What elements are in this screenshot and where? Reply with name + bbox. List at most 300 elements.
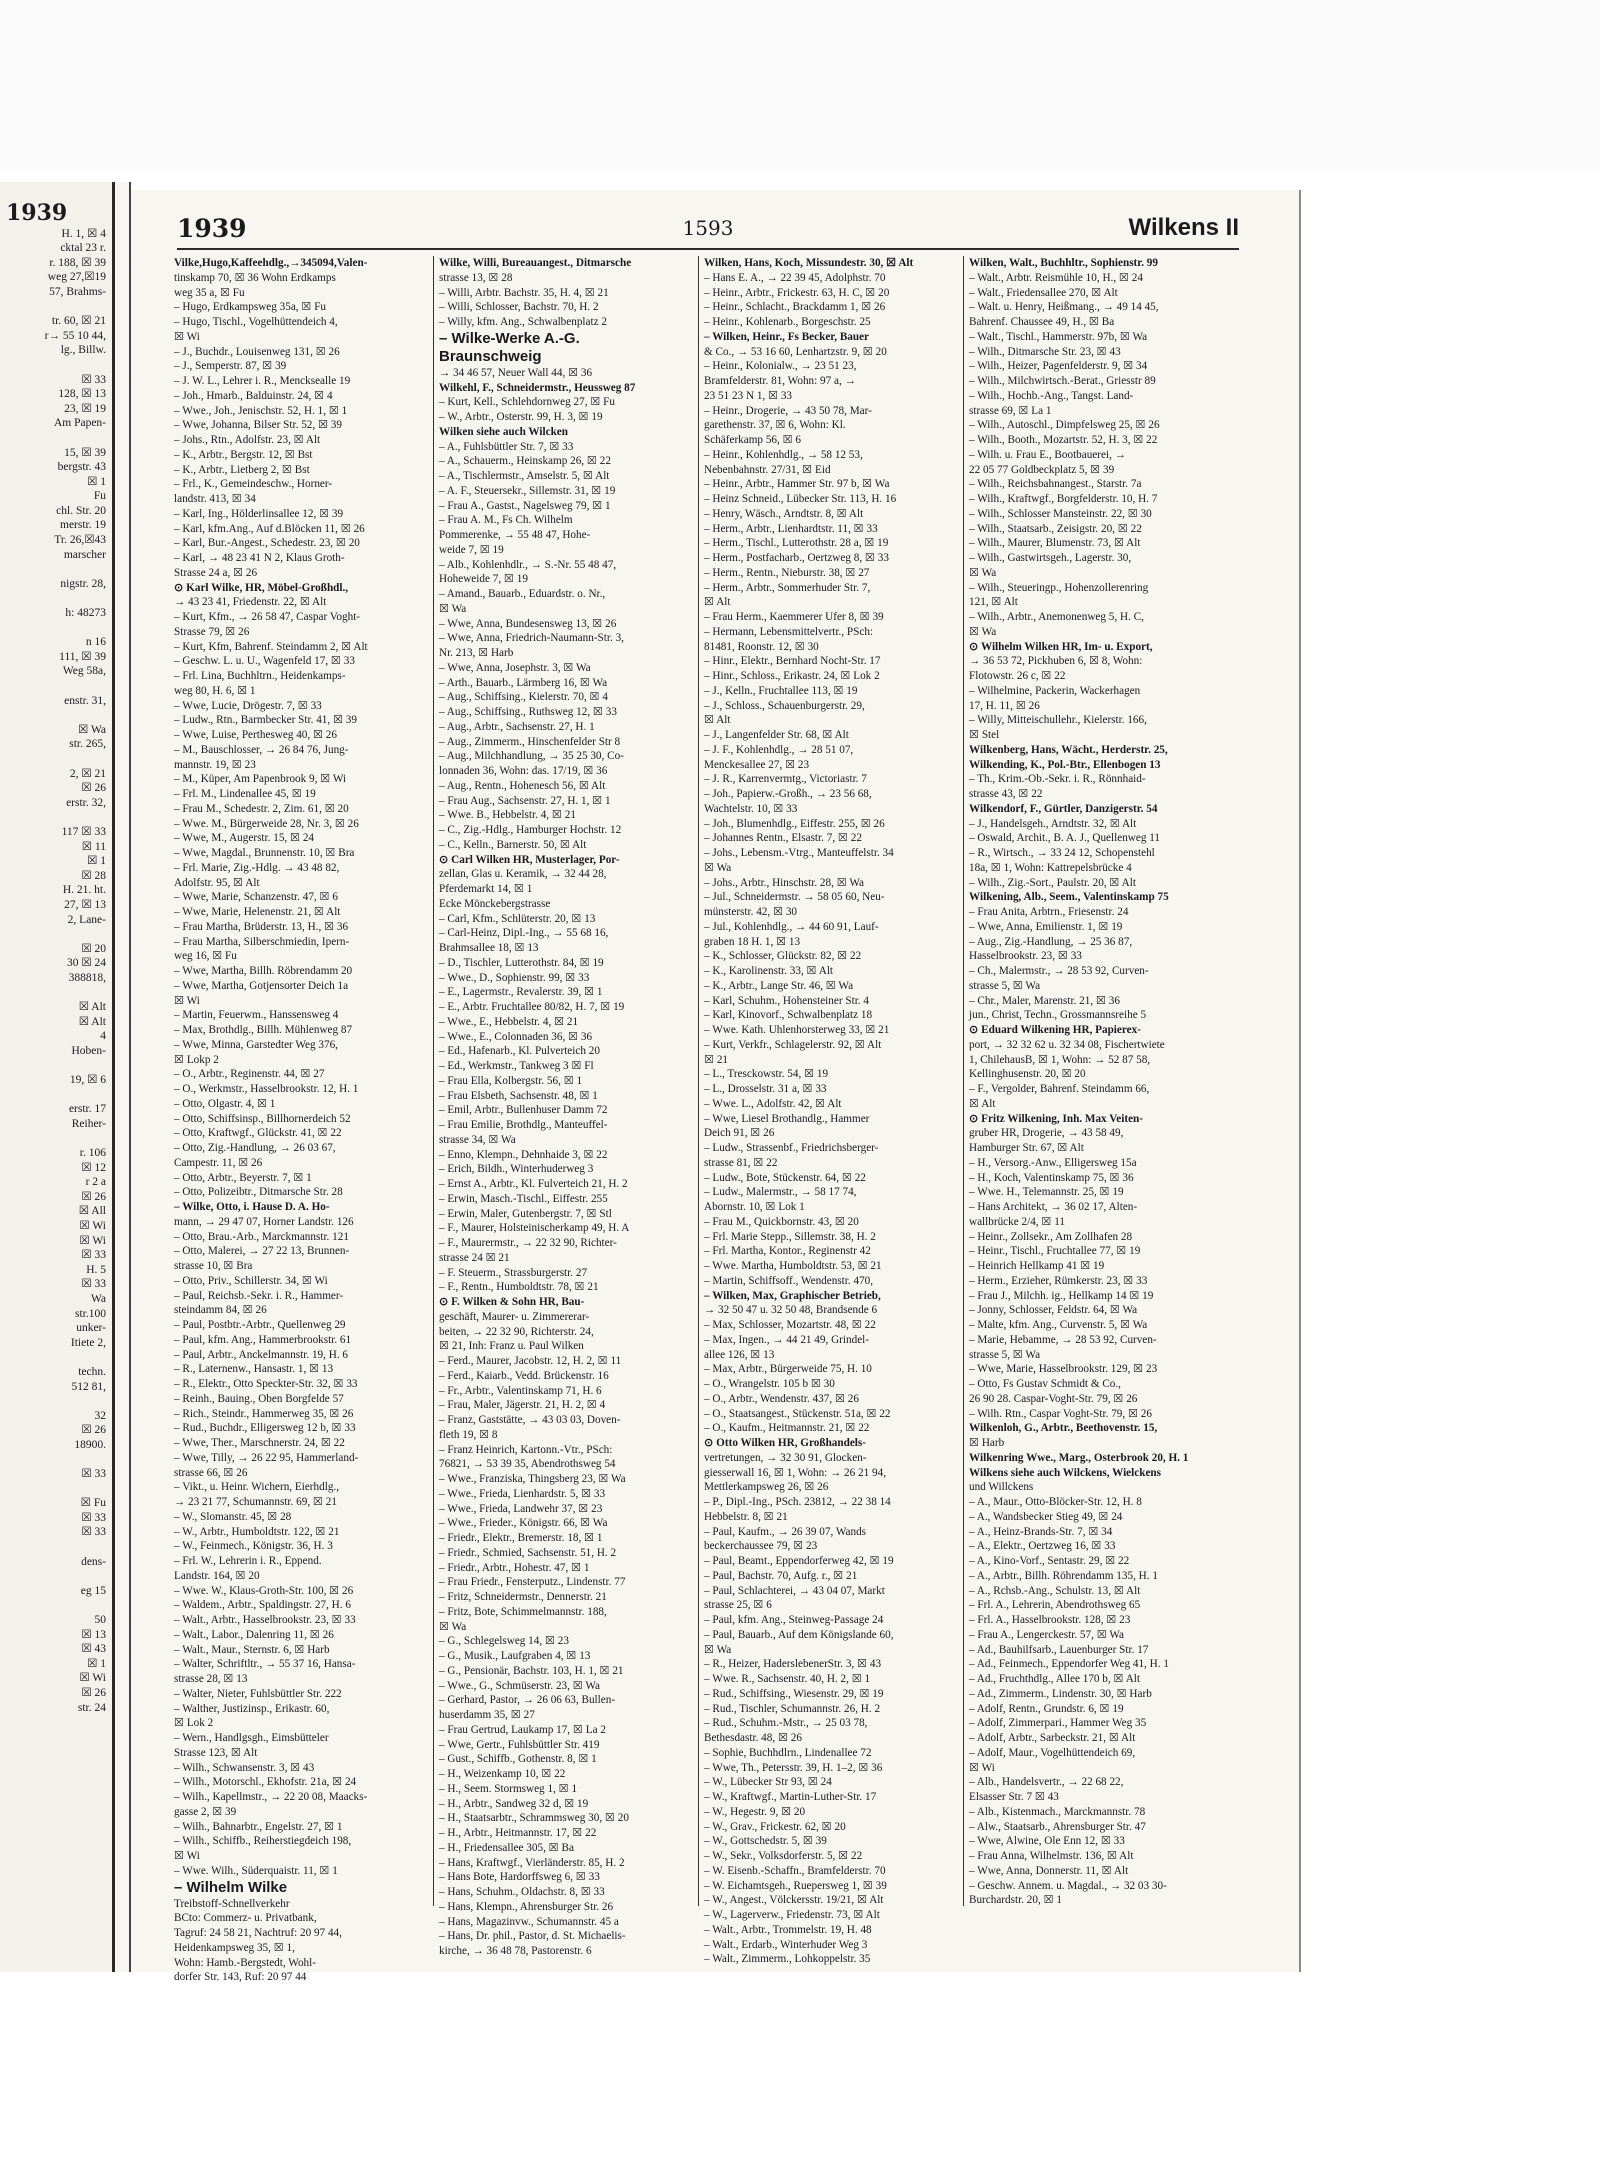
directory-entry-line: – Rud., Buchdr., Elligersweg 12 b, ☒ 33 (174, 1422, 356, 1435)
previous-page-line: bergstr. 43 (57, 461, 106, 474)
directory-entry-line: vertretungen, → 32 30 91, Glocken- (704, 1451, 867, 1464)
directory-entry-line: – Heinrich Hellkamp 41 ☒ 19 (969, 1260, 1105, 1272)
directory-entry-line: → 23 21 77, Schumannstr. 69, ☒ 21 (174, 1496, 337, 1508)
previous-page-line: weg 27,☒19 (47, 271, 106, 284)
directory-entry-line: – Heinr., Zollsekr., Am Zollhafen 28 (969, 1230, 1133, 1243)
directory-entry-line: – Karl, Ing., Hölderlinsallee 12, ☒ 39 (174, 507, 344, 520)
directory-entry-line: 18a, ☒ 1, Wohn: Kattrepelsbrücke 4 (969, 861, 1132, 874)
directory-entry-line: strasse 81, ☒ 22 (704, 1156, 778, 1169)
directory-entry-line: – Jonny, Schlosser, Feldstr. 64, ☒ Wa (969, 1304, 1138, 1317)
directory-entry-line: – Wilh., Zig.-Sort., Paulstr. 20, ☒ Alt (969, 876, 1136, 889)
previous-page-line: Hoben- (71, 1044, 106, 1057)
directory-entry-line: weg 80, H. 6, ☒ 1 (174, 684, 256, 697)
previous-page-line: ☒ 1 (87, 475, 106, 488)
previous-page-line: ☒ 26 (81, 1686, 106, 1699)
previous-page-line: 4 (100, 1030, 106, 1043)
directory-entry-line: Braunschweig (439, 347, 542, 365)
directory-entry-line: – Heinr., Drogerie, → 43 50 78, Mar- (704, 404, 872, 417)
previous-page-line: 2, ☒ 21 (69, 767, 106, 780)
previous-page-line: H. 5 (86, 1263, 106, 1276)
directory-entry-line: – Aug., Zimmerm., Hinschenfelder Str 8 (439, 735, 621, 748)
directory-entry-line: – Wilh., Milchwirtsch.-Berat., Griesstr 89 (969, 375, 1156, 387)
header-year: 1939 (177, 214, 247, 243)
directory-entry-line: – Wwe., Frieda, Landwehr 37, ☒ 23 (439, 1502, 603, 1515)
previous-page-line: erstr. 17 (68, 1103, 106, 1116)
previous-page-line: 50 (94, 1614, 106, 1626)
directory-entry-line: – Arth., Bauarb., Lärmberg 16, ☒ Wa (439, 676, 608, 689)
directory-entry-line: – Wwe. Martha, Humboldtstr. 53, ☒ 21 (704, 1260, 882, 1272)
previous-page-line: ☒ All (78, 1205, 106, 1218)
directory-entry-line: dorfer Str. 143, Ruf: 20 97 44 (174, 1971, 307, 1984)
directory-entry-line: – Wilh., Ditmarsche Str. 23, ☒ 43 (969, 345, 1121, 358)
directory-entry-line: Tagruf: 24 58 21, Nachtruf: 20 97 44, (174, 1927, 342, 1939)
directory-entry-line: – Hans, Kraftwgf., Vierländerstr. 85, H. 2 (439, 1856, 625, 1869)
directory-entry-line: – W., Slomanstr. 45, ☒ 28 (174, 1510, 292, 1523)
directory-entry-line: fleth 19, ☒ 8 (439, 1428, 498, 1441)
directory-entry-line: – Wilke-Werke A.-G. (439, 329, 580, 347)
directory-entry-line: – Willi, Schlosser, Bachstr. 70, H. 2 (439, 301, 599, 314)
directory-entry-line: – Heinr., Kohlenarb., Borgeschstr. 25 (704, 316, 871, 328)
directory-entry-line: ☒ Wa (969, 566, 997, 579)
directory-entry-line: – O., Staatsangest., Stückenstr. 51a, ☒ 22 (704, 1407, 891, 1420)
directory-entry-line: – Martin, Schiffsoff., Wendenstr. 470, (704, 1274, 874, 1287)
directory-entry-line: BCto: Commerz- u. Privatbank, (174, 1912, 317, 1925)
directory-entry-line: – Max, Arbtr., Bürgerweide 75, H. 10 (704, 1363, 872, 1376)
directory-entry-line: Hebbelstr. 8, ☒ 21 (704, 1510, 788, 1523)
previous-page-line: 111, ☒ 39 (59, 650, 106, 663)
directory-entry-line: – Alw., Staatsarb., Ahrensburger Str. 47 (969, 1820, 1146, 1833)
directory-entry-line: – Frau M., Schedestr. 2, Zim. 61, ☒ 20 (174, 802, 349, 815)
directory-entry-line: Schäferkamp 56, ☒ 6 (704, 434, 802, 446)
directory-entry-line: 26 90 28. Caspar-Voght-Str. 79, ☒ 26 (969, 1392, 1138, 1405)
directory-entry-line: – Geschw. L. u. U., Wagenfeld 17, ☒ 33 (174, 655, 355, 668)
directory-entry-line: – F., Vergolder, Bahrenf. Steindamm 66, (969, 1083, 1150, 1095)
directory-entry-line: – Hans, Dr. phil., Pastor, d. St. Michaelis- (439, 1930, 626, 1943)
directory-entry-line: – Wilh., Motorschl., Ekhofstr. 21a, ☒ 24 (174, 1776, 357, 1789)
directory-entry-line: – Heinr., Kohlenhdlg., → 58 12 53, (704, 448, 863, 461)
directory-entry-line: ☒ Alt (704, 596, 731, 609)
directory-entry-line: Adolfstr. 95, ☒ Alt (174, 876, 260, 889)
directory-entry-line: – Ludw., Rtn., Barmbecker Str. 41, ☒ 39 (174, 714, 357, 727)
directory-entry-line: – J., Buchdr., Louisenweg 131, ☒ 26 (174, 345, 340, 358)
directory-entry-line: – Frl. Martha, Kontor., Reginenstr 42 (704, 1245, 871, 1258)
header-section-title: Wilkens II (1128, 214, 1239, 241)
directory-entry-line: – Walt., Maur., Sternstr. 6, ☒ Harb (174, 1643, 330, 1656)
directory-entry-line: – Aug., Schiffsing., Kielerstr. 70, ☒ 4 (439, 691, 608, 704)
previous-page-line (0, 810, 112, 825)
previous-page-line: marscher (63, 548, 106, 561)
directory-entry-line: – Otto, Kraftwgf., Glückstr. 41, ☒ 22 (174, 1127, 342, 1140)
directory-entry-line: – Adolf, Maur., Vogelhüttendeich 69, (969, 1746, 1136, 1759)
directory-entry-line: – Frau Emilie, Brothdlg., Manteuffel- (439, 1119, 608, 1131)
directory-entry-line: – Wilh., Arbtr., Anemonenweg 5, H. C, (969, 611, 1144, 623)
directory-entry-line: – Wilh., Staatsarb., Zeisigstr. 20, ☒ 22 (969, 522, 1142, 535)
directory-entry-line: – Wwe. W., Klaus-Groth-Str. 100, ☒ 26 (174, 1584, 354, 1597)
previous-page-line: techn. (78, 1365, 106, 1378)
previous-page-line (0, 1131, 112, 1146)
directory-entry-line: ☒ Wi (174, 1850, 200, 1862)
directory-entry-line: strasse 43, ☒ 22 (969, 788, 1043, 800)
previous-page-line (0, 679, 112, 694)
directory-entry-line: – Wwe, Marie, Hasselbrookstr. 129, ☒ 23 (969, 1363, 1158, 1376)
directory-entry-line: ☒ Alt (704, 714, 731, 727)
directory-entry-line: – K., Schlosser, Glückstr. 82, ☒ 22 (704, 950, 862, 963)
directory-entry-line: Campestr. 11, ☒ 26 (174, 1156, 263, 1169)
directory-entry-line: weg 16, ☒ Fu (174, 950, 237, 963)
directory-entry-line: – R., Heizer, HaderslebenerStr. 3, ☒ 43 (704, 1658, 882, 1671)
directory-entry-line: – D., Tischler, Lutterothstr. 84, ☒ 19 (439, 956, 604, 969)
directory-entry-line: – Alb., Kistenmach., Marckmannstr. 78 (969, 1805, 1146, 1818)
previous-page-line (0, 985, 112, 1000)
directory-entry-line: – Reinh., Bauing., Oben Borgfelde 57 (174, 1392, 344, 1405)
directory-entry-line: – Alb., Kohlenhdlr., → S.-Nr. 55 48 47, (439, 558, 617, 571)
directory-entry-line: ⊙ Carl Wilken HR, Musterlager, Por- (439, 853, 620, 866)
previous-page-line: ☒ 33 (81, 1249, 106, 1262)
book-binding (115, 182, 131, 1972)
directory-entry-line: strasse 66, ☒ 26 (174, 1466, 248, 1479)
directory-entry-line: Elsasser Str. 7 ☒ 43 (969, 1791, 1059, 1803)
directory-entry-line: – Wilh., Schlosser Mansteinstr. 22, ☒ 30 (969, 507, 1152, 520)
directory-entry-line: – F. Steuerm., Strassburgerstr. 27 (439, 1266, 588, 1279)
directory-entry-line: Wilkenberg, Hans, Wächt., Herderstr. 25, (969, 743, 1168, 756)
directory-entry-line: ⊙ Karl Wilke, HR, Möbel-Großhdl., (174, 581, 349, 594)
directory-entry-line: – Erwin, Maler, Gutenbergstr. 7, ☒ Stl (439, 1207, 612, 1220)
directory-entry-line: – Frau Ella, Kolbergstr. 56, ☒ 1 (439, 1074, 583, 1087)
directory-entry-line: – Wilken, Heinr., Fs Becker, Bauer (704, 330, 870, 343)
directory-entry-line: – L., Drosselstr. 31 a, ☒ 33 (704, 1083, 827, 1095)
directory-entry-line: – Frau Martha, Silberschmiedin, Ipern- (174, 935, 350, 948)
directory-entry-line: – Walt. u. Henry, Heißmang., → 49 14 45, (969, 301, 1159, 314)
directory-entry-line: – R., Elektr., Otto Speckter-Str. 32, ☒ 33 (174, 1378, 358, 1390)
directory-entry-line: – Ed., Hafenarb., Kl. Pulverteich 20 (439, 1045, 600, 1058)
previous-page-line: ☒ 28 (81, 869, 106, 882)
previous-page-line: 27, ☒ 13 (64, 898, 106, 911)
directory-entry-line: – Adolf, Zimmerpari., Hammer Weg 35 (969, 1717, 1147, 1730)
directory-entry-line: – A., Arbtr., Billh. Röhrendamm 135, H. 1 (969, 1569, 1158, 1582)
directory-entry-line: – Wwe, Anna, Josephstr. 3, ☒ Wa (439, 661, 591, 674)
directory-entry-line: – Otto, Malerei, → 27 22 13, Brunnen- (174, 1245, 350, 1258)
directory-entry-line: – Frau Anna, Wilhelmstr. 136, ☒ Alt (969, 1850, 1134, 1862)
directory-entry-line: 81481, Roonstr. 12, ☒ 30 (704, 640, 819, 653)
directory-entry-line: – Franz Heinrich, Kartonn.-Vtr., PSch: (439, 1443, 613, 1456)
directory-entry-line: – A., Fuhlsbüttler Str. 7, ☒ 33 (439, 440, 574, 453)
directory-entry-line: – Wwe., E., Colonnaden 36, ☒ 36 (439, 1030, 593, 1043)
directory-entry-line: Hamburger Str. 67, ☒ Alt (969, 1142, 1084, 1154)
directory-entry-line: – Paul, Bauarb., Auf dem Königslande 60, (704, 1628, 894, 1641)
directory-entry-line: – Franz, Gaststätte, → 43 03 03, Doven- (439, 1414, 621, 1426)
directory-entry-line: – Paul, Postbtr.-Arbtr., Quellenweg 29 (174, 1319, 346, 1331)
directory-entry-line: giesserwall 16, ☒ 1, Wohn: → 26 21 94, (704, 1466, 887, 1479)
previous-page-line (0, 1088, 112, 1103)
previous-page-line: 23, ☒ 19 (64, 402, 106, 415)
directory-entry-line: – Th., Krim.-Ob.-Sekr. i. R., Rönnhaid- (969, 773, 1146, 786)
directory-entry-line: – Wwe, Marie, Schanzenstr. 47, ☒ 6 (174, 891, 338, 904)
previous-page-line: ☒ 1 (87, 855, 106, 868)
directory-entry-line: → 32 50 47 u. 32 50 48, Brandsende 6 (704, 1304, 878, 1317)
directory-entry-line: – Paul, Kaufm., → 26 39 07, Wands (704, 1525, 867, 1538)
directory-entry-line: – Wilhelm Wilke (174, 1878, 288, 1896)
previous-page-line: enstr. 31, (64, 694, 106, 707)
directory-entry-line: Pferdemarkt 14, ☒ 1 (439, 883, 533, 895)
previous-page-line: ☒ 43 (81, 1643, 106, 1656)
previous-page-line (0, 1540, 112, 1555)
previous-page-line: chl. Str. 20 (56, 504, 106, 517)
previous-page-line (0, 431, 112, 446)
directory-entry-line: – Aug., Milchhandlung, → 35 25 30, Co- (439, 750, 624, 763)
directory-entry-line: ☒ Wi (174, 994, 200, 1007)
previous-page-line: ☒ 33 (81, 1468, 106, 1481)
previous-page-line: Wa (90, 1292, 106, 1305)
directory-entry-line: Burchardstr. 20, ☒ 1 (969, 1894, 1062, 1907)
directory-entry-line: – Wilh., Kraftwgf., Borgfelderstr. 10, H. 7 (969, 493, 1158, 505)
column-3 (699, 256, 964, 1966)
directory-entry-line: – Wwe. H., Telemannstr. 25, ☒ 19 (969, 1186, 1124, 1199)
directory-entry-line: Pommerenke, → 55 48 47, Hohe- (439, 529, 591, 541)
directory-entry-line: – Fr., Arbtr., Valentinskamp 71, H. 6 (439, 1384, 602, 1397)
directory-entry-line: – Wern., Handlgsgh., Eimsbütteler (174, 1732, 329, 1744)
previous-page-line: 57, Brahms- (49, 285, 106, 298)
directory-entry-line: – Adolf, Arbtr., Sarbeckstr. 21, ☒ Alt (969, 1732, 1136, 1744)
directory-entry-line: – J., Handelsgeh., Arndtstr. 32, ☒ Alt (969, 817, 1137, 830)
directory-entry-line: – Wilken, Max, Graphischer Betrieb, (704, 1289, 881, 1302)
directory-entry-line: – Rud., Schuhm.-Mstr., → 25 03 78, (704, 1717, 868, 1730)
directory-entry-line: strasse 25, ☒ 6 (704, 1599, 772, 1612)
column-1 (169, 256, 434, 1984)
directory-entry-line: – K., Arbtr., Lietberg 2, ☒ Bst (174, 463, 310, 476)
previous-page-line (0, 1394, 112, 1409)
directory-entry-line: – Walt., Erdarb., Winterhuder Weg 3 (704, 1938, 868, 1951)
directory-entry-line: Wilkendorf, F., Gürtler, Danzigerstr. 54 (969, 802, 1158, 815)
directory-entry-line: – Friedr., Elektr., Bremerstr. 18, ☒ 1 (439, 1532, 603, 1544)
previous-page-line: ☒ Wa (77, 723, 106, 736)
directory-entry-line: ⊙ Wilhelm Wilken HR, Im- u. Export, (969, 640, 1153, 653)
previous-page-line (0, 708, 112, 723)
directory-entry-line: Hoheweide 7, ☒ 19 (439, 573, 528, 586)
directory-entry-line: – Hugo, Tischl., Vogelhüttendeich 4, (174, 316, 338, 328)
directory-entry-line: ☒ Wa (439, 1620, 467, 1633)
directory-entry-line: Hasselbrookstr. 23, ☒ 33 (969, 950, 1082, 963)
directory-entry-line: – O., Wrangelstr. 105 b ☒ 30 (704, 1378, 835, 1390)
directory-entry-line: – Aug., Rentn., Hohenesch 56, ☒ Alt (439, 779, 606, 792)
directory-entry-line: – Wilh., Bahnarbtr., Engelstr. 27, ☒ 1 (174, 1820, 343, 1833)
previous-page-line: ☒ 26 (81, 1424, 106, 1437)
directory-entry-line: Bethesdastr. 48, ☒ 26 (704, 1732, 802, 1744)
directory-entry-line: – Wwe., Franziska, Thingsberg 23, ☒ Wa (439, 1473, 626, 1485)
previous-page-edge (0, 182, 115, 1972)
directory-entry-line: – Johs., Arbtr., Hinschstr. 28, ☒ Wa (704, 876, 864, 889)
previous-page-line: ☒ 33 (81, 373, 106, 386)
directory-entry-line: – Wwe. Wilh., Süderquaistr. 11, ☒ 1 (174, 1864, 338, 1877)
directory-entry-line: – W. Eichamtsgeh., Ruepersweg 1, ☒ 39 (704, 1879, 887, 1892)
directory-entry-line: Wilkenloh, G., Arbtr., Beethovenstr. 15, (969, 1422, 1158, 1435)
directory-entry-line: – A., Kino-Vorf., Sentastr. 29, ☒ 22 (969, 1555, 1130, 1567)
directory-entry-line: ☒ Wa (704, 1643, 732, 1656)
directory-entry-line: 121, ☒ Alt (969, 596, 1018, 609)
directory-entry-line: tinskamp 70, ☒ 36 Wohn Erdkamps (174, 271, 336, 284)
directory-entry-line: – W., Kraftwgf., Martin-Luther-Str. 17 (704, 1791, 877, 1803)
directory-entry-line: – Otto, Schiffsinsp., Billhornerdeich 52 (174, 1112, 351, 1125)
directory-entry-line: – Martin, Feuerwm., Hanssensweg 4 (174, 1009, 339, 1022)
directory-entry-line: – Aug., Zig.-Handlung, → 25 36 87, (969, 935, 1133, 948)
previous-page-line: ☒ 11 (81, 840, 106, 853)
directory-entry-line: – J., Langenfelder Str. 68, ☒ Alt (704, 729, 849, 741)
directory-entry-line: – Frau A., Lengerckestr. 57, ☒ Wa (969, 1628, 1124, 1641)
directory-entry-line: – Wilh. u. Frau E., Bootbauerei, → (969, 448, 1126, 461)
directory-entry-line: – Frl. W., Lehrerin i. R., Eppend. (174, 1555, 322, 1567)
directory-entry-line: Wilkenring Wwe., Marg., Osterbrook 20, H. 1 (969, 1451, 1189, 1464)
directory-entry-line: – Ernst A., Arbtr., Kl. Fulverteich 21, H. 2 (439, 1178, 628, 1190)
directory-entry-line: – O., Arbtr., Wendenstr. 437, ☒ 26 (704, 1392, 859, 1405)
directory-entry-line: – Frau Elsbeth, Sachsenstr. 48, ☒ 1 (439, 1089, 598, 1102)
directory-entry-line: – Otto, Fs Gustav Schmidt & Co., (969, 1378, 1121, 1390)
directory-entry-line: Kellinghusenstr. 20, ☒ 20 (969, 1068, 1086, 1081)
directory-entry-line: – H., Staatsarbtr., Schrammsweg 30, ☒ 20 (439, 1812, 629, 1825)
directory-entry-line: – Ad., Feinmech., Eppendorfer Weg 41, H. 1 (969, 1658, 1169, 1671)
directory-entry-line: – E., Arbtr. Fruchtallee 80/82, H. 7, ☒ 19 (439, 1001, 625, 1013)
directory-entry-line: – Frau M., Quickbornstr. 43, ☒ 20 (704, 1215, 859, 1228)
directory-entry-line: 76821, → 53 39 35, Abendrothsweg 54 (439, 1458, 616, 1471)
directory-entry-line: – Johs., Rtn., Adolfstr. 23, ☒ Alt (174, 434, 321, 446)
directory-entry-line: – A., Heinz-Brands-Str. 7, ☒ 34 (969, 1525, 1113, 1538)
directory-entry-line: – Frl. A., Lehrerin, Abendrothsweg 65 (969, 1599, 1141, 1612)
directory-entry-line: – Wwe. L., Adolfstr. 42, ☒ Alt (704, 1097, 842, 1110)
directory-entry-line: – Frau Aug., Sachsenstr. 27, H. 1, ☒ 1 (439, 794, 611, 807)
directory-entry-line: – Friedr., Schmied, Sachsenstr. 51, H. 2 (439, 1546, 617, 1559)
directory-entry-line: ☒ 21 (704, 1053, 729, 1066)
directory-entry-line: – Ferd., Kaiarb., Vedd. Brückenstr. 16 (439, 1369, 609, 1382)
previous-page-line: dens- (81, 1555, 106, 1568)
directory-entry-line: – Walt., Arbtr., Trommelstr. 19, H. 48 (704, 1923, 872, 1936)
directory-entry-line: – A., Schauerm., Heinskamp 26, ☒ 22 (439, 455, 611, 468)
directory-entry-line: – M., Bauschlosser, → 26 84 76, Jung- (174, 743, 349, 756)
directory-entry-line: – Ludw., Bote, Stückenstr. 64, ☒ 22 (704, 1171, 866, 1184)
directory-entry-line: – Paul, Reichsb.-Sekr. i. R., Hammer- (174, 1289, 344, 1302)
directory-entry-line: – W., Sekr., Volksdorferstr. 5, ☒ 22 (704, 1850, 863, 1862)
directory-entry-line: – Heinr., Arbtr., Hammer Str. 97 b, ☒ Wa (704, 478, 890, 491)
directory-entry-line: – Adolf, Rentn., Grundstr. 6, ☒ 19 (969, 1702, 1124, 1715)
directory-entry-line: – Wwe. R., Sachsenstr. 40, H. 2, ☒ 1 (704, 1673, 871, 1685)
directory-entry-line: – H., Friedensallee 305, ☒ Ba (439, 1841, 574, 1854)
directory-entry-line: gasse 2, ☒ 39 (174, 1805, 237, 1818)
previous-page-line: eg 15 (80, 1584, 106, 1597)
directory-entry-line: – Frau A., Gastst., Nagelsweg 79, ☒ 1 (439, 499, 611, 512)
directory-entry-line: – Frl. Lina, Buchhltrn., Heidenkamps- (174, 670, 346, 682)
directory-entry-line: – Frl. Marie Stepp., Sillemstr. 38, H. 2 (704, 1230, 876, 1243)
directory-entry-line: – Carl-Heinz, Dipl.-Ing., → 55 68 16, (439, 927, 609, 940)
scan-top-margin (0, 0, 1600, 170)
directory-entry-line: – Erich, Bildh., Winterhuderweg 3 (439, 1163, 594, 1176)
directory-entry-line: – Otto, Polizeibtr., Ditmarsche Str. 28 (174, 1186, 343, 1199)
directory-entry-line: ☒ Wa (439, 602, 467, 615)
previous-page-line: ☒ 33 (81, 1526, 106, 1539)
directory-entry-line: – Otto, Brau.-Arb., Marckmannstr. 121 (174, 1230, 349, 1243)
directory-entry-line: ☒ Wi (174, 330, 200, 343)
previous-page-line (0, 1350, 112, 1365)
directory-entry-line: – Wwe, Th., Petersstr. 39, H. 1–2, ☒ 36 (704, 1761, 883, 1774)
previous-page-line (0, 1452, 112, 1467)
directory-entry-line: – Herm., Postfacharb., Oertzweg 8, ☒ 33 (704, 552, 889, 564)
directory-entry-line: – Wilh., Hochb.-Ang., Tangst. Land- (969, 389, 1134, 402)
directory-entry-line: – Karl, Kinovorf., Schwalbenplatz 18 (704, 1009, 873, 1022)
directory-entry-line: – Walter, Schriftltr., → 55 37 16, Hansa- (174, 1658, 356, 1671)
directory-entry-line: – Wwe, Liesel Brothandlg., Hammer (704, 1112, 870, 1125)
directory-entry-line: – Amand., Bauarb., Eduardstr. o. Nr., (439, 588, 606, 600)
directory-entry-line: – Frau Herm., Kaemmerer Ufer 8, ☒ 39 (704, 611, 884, 623)
directory-entry-line: – Ad., Bauhilfsarb., Lauenburger Str. 17 (969, 1643, 1149, 1656)
directory-entry-line: – R., Wirtsch., → 33 24 12, Schopenstehl (969, 847, 1155, 859)
directory-entry-line: – Wilh., Booth., Mozartstr. 52, H. 3, ☒ 22 (969, 434, 1158, 446)
directory-entry-line: – Heinr., Arbtr., Frickestr. 63, H. C, ☒ 20 (704, 286, 890, 299)
directory-entry-line: – Ludw., Strassenbf., Friedrichsberger- (704, 1142, 879, 1154)
directory-entry-line: – Hans E. A., → 22 39 45, Adolphstr. 70 (704, 271, 886, 284)
directory-entry-line: – Malte, kfm. Ang., Curvenstr. 5, ☒ Wa (969, 1319, 1148, 1331)
directory-entry-line: – E., Lagermstr., Revalerstr. 39, ☒ 1 (439, 986, 603, 999)
directory-entry-line: – Frau A. M., Fs Ch. Wilhelm (439, 514, 573, 527)
directory-entry-line: Flotowstr. 26 c, ☒ 22 (969, 670, 1066, 682)
previous-page-line: ☒ 33 (81, 1511, 106, 1524)
directory-entry-line: – J. R., Karrenvermtg., Victoriastr. 7 (704, 773, 867, 786)
directory-entry-line: – Wilh., Maurer, Blumenstr. 73, ☒ Alt (969, 537, 1141, 550)
directory-entry-line: – Otto, Priv., Schillerstr. 34, ☒ Wi (174, 1274, 328, 1287)
directory-entry-line: – Herm., Arbtr., Sommerhuder Str. 7, (704, 581, 871, 594)
directory-entry-line: – Wwe, Minna, Garstedter Weg 376, (174, 1038, 338, 1051)
directory-entry-line: – Rud., Tischler, Schumannstr. 26, H. 2 (704, 1702, 881, 1715)
directory-entry-line: – Willy, Mitteischullehr., Kielerstr. 166, (969, 714, 1147, 727)
previous-page-line: 30 ☒ 24 (66, 957, 106, 970)
directory-entry-line: 22 05 77 Goldbeckplatz 5, ☒ 39 (969, 463, 1115, 476)
directory-entry-line: – Wwe, Anna, Emilienstr. 1, ☒ 19 (969, 920, 1123, 933)
directory-entry-line: geschäft, Maurer- u. Zimmererar- (439, 1310, 590, 1323)
directory-entry-line: – Emil, Arbtr., Bullenhuser Damm 72 (439, 1104, 608, 1117)
directory-entry-line: steindamm 84, ☒ 26 (174, 1304, 267, 1317)
directory-entry-line: – Walt., Arbtr. Reismühle 10, H., ☒ 24 (969, 271, 1143, 284)
directory-entry-line: – Karl, kfm.Ang., Auf d.Blöcken 11, ☒ 26 (174, 522, 365, 535)
previous-page-line: 15, ☒ 39 (64, 446, 106, 459)
directory-entry-line: – Frau Martha, Brüderstr. 13, H., ☒ 36 (174, 920, 349, 933)
directory-entry-line: – Jul., Schneidermstr. → 58 05 60, Neu- (704, 891, 885, 904)
directory-entry-line: – Frl. M., Lindenallee 45, ☒ 19 (174, 788, 316, 800)
directory-entry-line: – Enno, Klempn., Dehnhaide 3, ☒ 22 (439, 1148, 608, 1161)
directory-entry-line: – J., Semperstr. 87, ☒ 39 (174, 360, 287, 373)
directory-entry-line: – A., Tischlermstr., Amselstr. 5, ☒ Alt (439, 470, 610, 482)
directory-entry-line: – Joh., Hmarb., Balduinstr. 24, ☒ 4 (174, 389, 333, 402)
directory-entry-line: – Hinr., Elektr., Bernhard Nocht-Str. 17 (704, 655, 881, 668)
directory-entry-line: – Sophie, Buchhdlrn., Lindenallee 72 (704, 1746, 872, 1759)
directory-entry-line: port, → 32 32 62 u. 32 34 08, Fischertwiete (969, 1038, 1165, 1051)
previous-page-line (0, 752, 112, 767)
directory-entry-line: graben 18 H. 1, ☒ 13 (704, 935, 801, 948)
directory-entry-line: – Kurt, Kfm, Bahrenf. Steindamm 2, ☒ Alt (174, 640, 368, 653)
directory-entry-line: – W., Lübecker Str 93, ☒ 24 (704, 1776, 832, 1789)
directory-entry-line: ⊙ Eduard Wilkening HR, Papierex- (969, 1024, 1141, 1036)
directory-entry-line: Bramfelderstr. 81, Wohn: 97 a, → (704, 375, 856, 387)
directory-entry-line: landstr. 413, ☒ 34 (174, 493, 256, 505)
directory-entry-line: – Walt., Zimmerm., Lohkoppelstr. 35 (704, 1953, 871, 1966)
previous-page-line: str. 265, (69, 738, 106, 751)
previous-page-line: r. 188, ☒ 39 (49, 256, 106, 269)
previous-page-line: nigstr. 28, (60, 577, 106, 590)
directory-entry-line: – Karl, Schuhm., Hohensteiner Str. 4 (704, 994, 869, 1007)
previous-page-line: Reiher- (71, 1117, 106, 1130)
directory-entry-line: – Hinr., Schloss., Erikastr. 24, ☒ Lok 2 (704, 670, 880, 682)
directory-entry-line: Wilke, Willi, Bureauangest., Ditmarsche (439, 257, 632, 269)
directory-entry-line: strasse 5, ☒ Wa (969, 979, 1041, 992)
directory-entry-line: – Oswald, Archit., B. A. J., Quellenweg 11 (969, 832, 1160, 845)
directory-entry-line: – Joh., Blumenhdlg., Eiffestr. 255, ☒ 26 (704, 817, 885, 830)
entry-columns (169, 256, 1231, 1984)
directory-entry-line: Nr. 213, ☒ Harb (439, 647, 514, 659)
directory-entry-line: Mettlerkampsweg 26, ☒ 26 (704, 1481, 829, 1494)
